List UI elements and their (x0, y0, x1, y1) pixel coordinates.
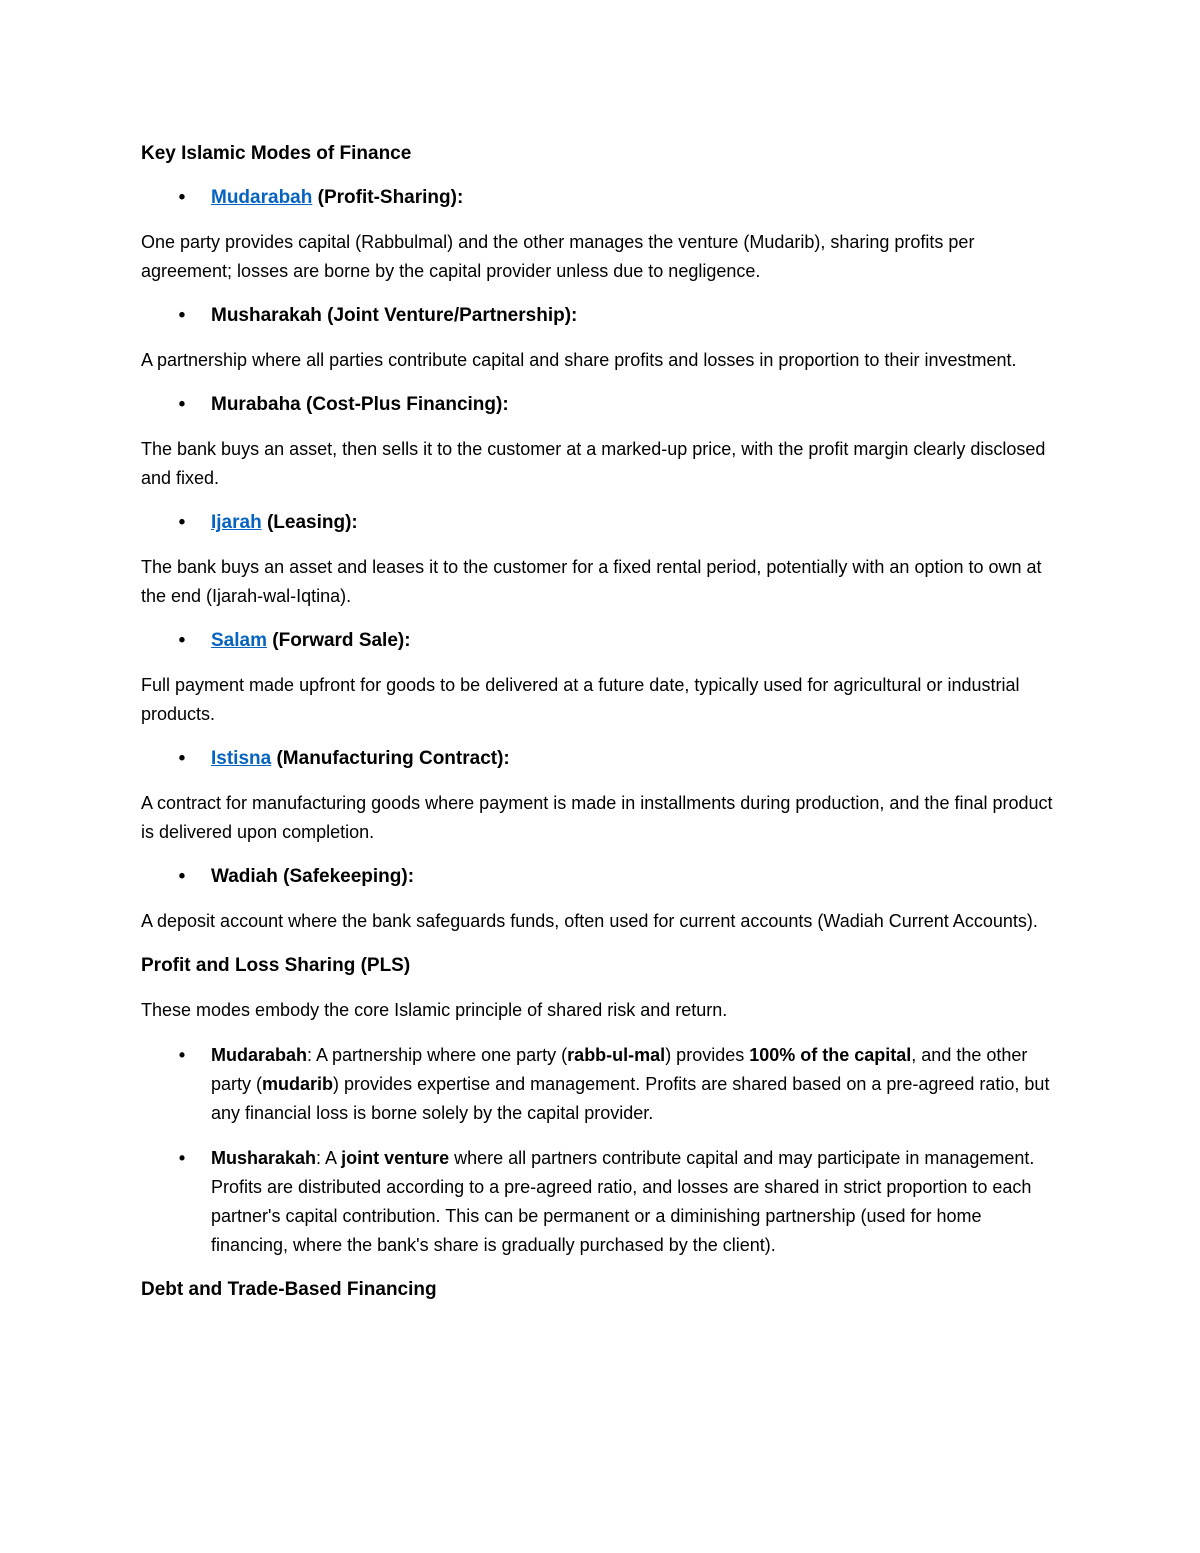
pls-musharakah-text-2: where all partners contribute capital and may participate in management. Profits are distributed according to a pre-agreed ratio, and losses are shared in strict proportion to each partner's capital contribution. This can be permanent or a diminishing partnership (used for home financing, where the bank's share is gradually purchased by the client). (211, 1148, 1035, 1255)
mode-salam-label: (Forward Sale): (266, 630, 411, 651)
heading-debt-trade: Debt and Trade-Based Financing (141, 1279, 437, 1300)
pls-mudarabah-bold-1: rabb-ul-mal (567, 1045, 666, 1065)
mode-ijarah-desc: The bank buys an asset and leases it to the customer for a fixed rental period, potentially with an option to own at the end (Ijarah-wal-Iqtina). (141, 557, 1042, 606)
mode-mudarabah-title (141, 184, 1061, 212)
mode-wadiah-title (141, 863, 1061, 891)
bullet-icon: • (178, 305, 186, 326)
mode-wadiah-desc: A deposit account where the bank safeguards funds, often used for current accounts (Wadiah Current Accounts). (141, 911, 1038, 931)
pls-musharakah (141, 1144, 1061, 1260)
mode-murabaha-desc: The bank buys an asset, then sells it to the customer at a marked-up price, with the profit margin clearly disclosed and fixed. (141, 439, 1046, 488)
mode-ijarah-title (141, 509, 1061, 537)
link-mudarabah[interactable]: Mudarabah (211, 187, 313, 208)
pls-musharakah-term: Musharakah (211, 1148, 317, 1168)
bullet-icon: • (178, 748, 186, 769)
pls-mudarabah-bold-2: 100% of the capital (749, 1045, 912, 1065)
mode-ijarah-label: (Leasing): (261, 512, 358, 533)
bullet-icon: • (178, 630, 186, 651)
bullet-icon: • (178, 512, 186, 533)
mode-istisna-desc: A contract for manufacturing goods where payment is made in installments during production, and the final product is delivered upon completion. (141, 793, 1053, 842)
pls-mudarabah-text-2: ) provides (665, 1045, 750, 1065)
bullet-icon: • (178, 394, 186, 415)
link-salam[interactable]: Salam (211, 630, 267, 651)
mode-murabaha-title (141, 391, 1061, 419)
document-content (141, 140, 1061, 1320)
mode-salam-title (141, 627, 1061, 655)
mode-murabaha-label: Murabaha (Cost-Plus Financing): (211, 394, 509, 415)
pls-mudarabah (141, 1041, 1061, 1128)
mode-mudarabah-label: (Profit-Sharing): (312, 187, 464, 208)
pls-mudarabah-text-3: , and the other party ( (211, 1045, 1028, 1094)
pls-mudarabah-term: Mudarabah (211, 1045, 308, 1065)
mode-istisna-label: (Manufacturing Contract): (271, 748, 510, 769)
mode-musharakah-title (141, 302, 1061, 330)
bullet-icon: • (178, 866, 186, 887)
mode-istisna-title (141, 745, 1061, 773)
pls-mudarabah-text-1: : A partnership where one party ( (307, 1045, 568, 1065)
mode-wadiah-label: Wadiah (Safekeeping): (211, 866, 415, 887)
bullet-icon: • (178, 187, 186, 208)
pls-musharakah-bold-1: joint venture (341, 1148, 450, 1168)
link-istisna[interactable]: Istisna (211, 748, 272, 769)
bullet-icon: • (178, 1148, 186, 1168)
pls-mudarabah-text-4: ) provides expertise and management. Profits are shared based on a pre-agreed ratio, but any financial loss is borne solely by the capital provider. (211, 1074, 1050, 1123)
heading-pls: Profit and Loss Sharing (PLS) (141, 955, 411, 976)
pls-musharakah-text-1: : A (316, 1148, 342, 1168)
link-ijarah[interactable]: Ijarah (211, 512, 262, 533)
mode-mudarabah-desc: One party provides capital (Rabbulmal) and the other manages the venture (Mudarib), sharing profits per agreement; losses are borne by the capital provider unless due to negligence. (141, 232, 975, 281)
mode-musharakah-label: Musharakah (Joint Venture/Partnership): (211, 305, 578, 326)
mode-salam-desc: Full payment made upfront for goods to be delivered at a future date, typically used for agricultural or industrial products. (141, 675, 1020, 724)
mode-musharakah-desc: A partnership where all parties contribute capital and share profits and losses in proportion to their investment. (141, 350, 1017, 370)
bullet-icon: • (178, 1045, 186, 1065)
pls-intro: These modes embody the core Islamic principle of shared risk and return. (141, 1000, 728, 1020)
pls-mudarabah-bold-3: mudarib (262, 1074, 334, 1094)
heading-key-modes: Key Islamic Modes of Finance (141, 143, 412, 164)
